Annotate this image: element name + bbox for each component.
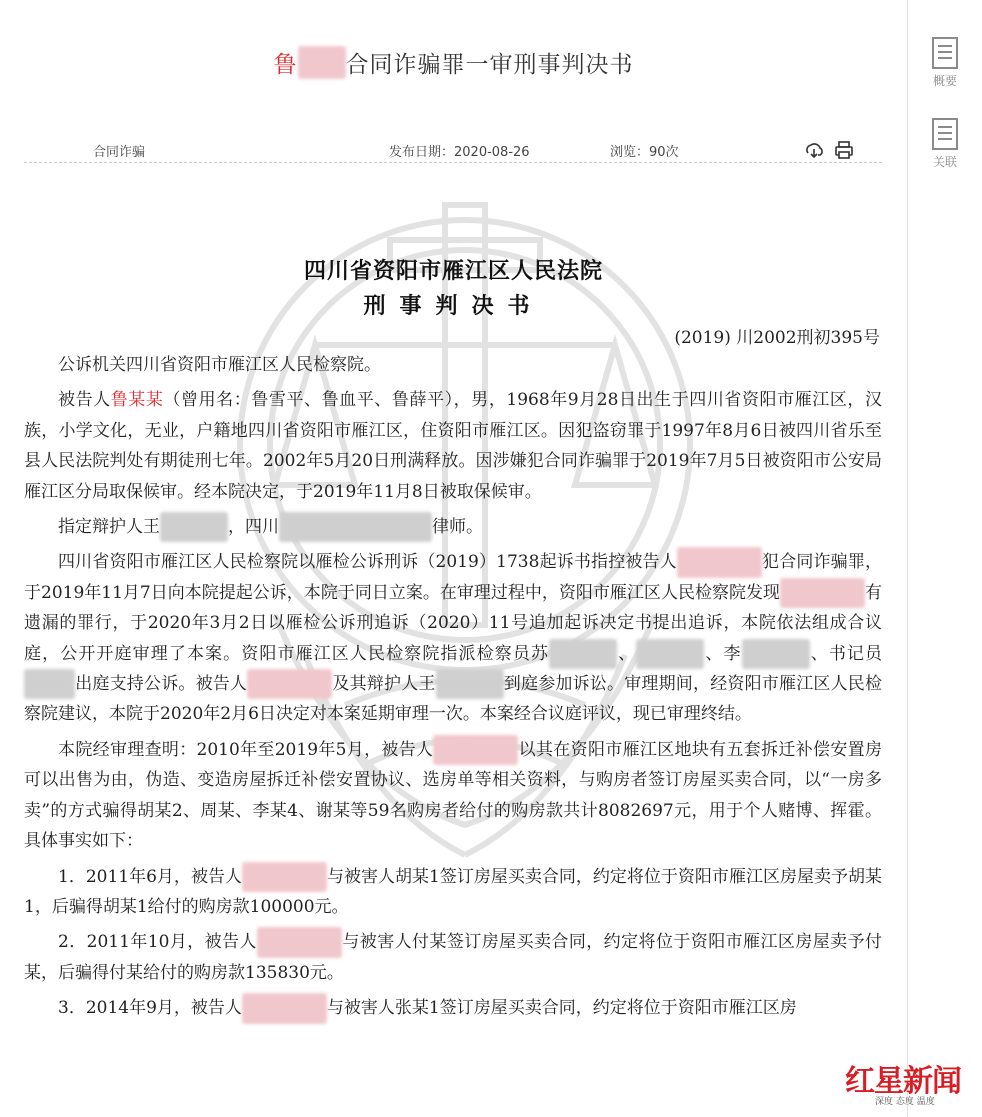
court-name: 四川省资阳市雁江区人民法院 xyxy=(303,258,603,284)
case-number: (2019) 川2002刑初395号 xyxy=(674,328,880,348)
sidebar-summary[interactable] xyxy=(908,36,982,89)
paragraph-procedure: 四川省资阳市雁江区人民检察院以雁检公诉刑诉（2019）1738起诉书指控被告人 犯合同诈骗罪，于2019年11月7日向本院提起公诉，本院于同日立案。在审理过程中，资阳市雁江区人民检察院发现 有遗漏的罪行，于2020年3月2日以雁检公诉刑追诉（2020）11号追加起诉决定书提出追诉，本院依法组成合议庭，公开开庭审理了本案。资阳市雁江区人民检察院指派检察员苏 、 、李 、书记员出庭支持公诉。被告人 及其辩护人王 到庭参加诉讼。审理期间，经资阳市雁江区人民检察院建议，本院于2020年2月6日决定对本案延期审理一次。本案经合议庭评议，现已审理终结。 xyxy=(24,547,882,729)
category-label: 合同诈骗 xyxy=(93,145,146,160)
related-document-icon xyxy=(931,117,959,151)
paragraph-fact-2: 2．2011年10月，被告人 与被害人付某签订房屋买卖合同，约定将位于资阳市雁江区房屋卖予付某，后骗得付某给付的购房款135830元。 xyxy=(24,927,882,988)
paragraph-prosecutor: 公诉机关四川省资阳市雁江区人民检察院。 xyxy=(58,355,381,375)
view-count: 浏览：90次 xyxy=(610,145,679,160)
title-name-masked xyxy=(298,46,346,79)
document-type: 刑事判决书 xyxy=(363,293,544,319)
sidebar-related-label: 关联 xyxy=(932,155,957,169)
print-icon[interactable] xyxy=(834,140,854,160)
publish-date: 发布日期：2020-08-26 xyxy=(389,145,530,160)
document-title xyxy=(0,46,907,79)
defendant-name: 鲁某某 xyxy=(110,390,164,411)
paragraph-defender: 指定辩护人王 ，四川 律师。 xyxy=(24,512,882,542)
paragraph-fact-1: 1．2011年6月，被告人 与被害人胡某1签订房屋买卖合同，约定将位于资阳市雁江区房屋卖予胡某1，后骗得胡某1给付的购房款100000元。 xyxy=(24,862,882,923)
download-icon[interactable] xyxy=(804,140,824,160)
summary-document-icon xyxy=(931,36,959,70)
paragraph-fact-3: 3．2014年9月，被告人 与被害人张某1签订房屋买卖合同，约定将位于资阳市雁江区房 xyxy=(24,993,882,1023)
sidebar-summary-label: 概要 xyxy=(932,74,957,88)
sidebar-related[interactable] xyxy=(908,117,982,170)
red-star-news-logo xyxy=(845,1056,977,1114)
paragraph-defendant: 被告人鲁某某（曾用名：鲁雪平、鲁血平、鲁薛平），男，1968年9月28日出生于四川省资阳市雁江区，汉族，小学文化，无业，户籍地四川省资阳市雁江区，住资阳市雁江区。因犯盗窃罪于1997年8月6日被四川省乐至县人民法院判处有期徒刑七年。2002年5月20日刑满释放。因涉嫌犯合同诈骗罪于2019年7月5日被资阳市公安局雁江区分局取保候审。经本院决定，于2019年11月8日被取保候审。 xyxy=(24,390,882,502)
title-name-prefix: 鲁 xyxy=(273,52,298,78)
meta-bar xyxy=(24,140,882,163)
paragraph-facts: 本院经审理查明：2010年至2019年5月，被告人 以其在资阳市雁江区地块有五套拆迁补偿安置房可以出售为由，伪造、变造房屋拆迁补偿安置协议、选房单等相关资料，与购房者签订房屋买卖合同，以“一房多卖”的方式骗得胡某2、周某、李某4、谢某等59名购房者给付的购房款共计8082697元，用于个人赌博、挥霍。具体事实如下： xyxy=(24,735,882,857)
judgment-body xyxy=(24,350,882,1029)
logo-subtitle: 深度 态度 温度 xyxy=(875,1097,935,1107)
logo-text: 红星新闻 xyxy=(845,1064,961,1099)
title-suffix: 合同诈骗罪一审刑事判决书 xyxy=(345,52,634,78)
